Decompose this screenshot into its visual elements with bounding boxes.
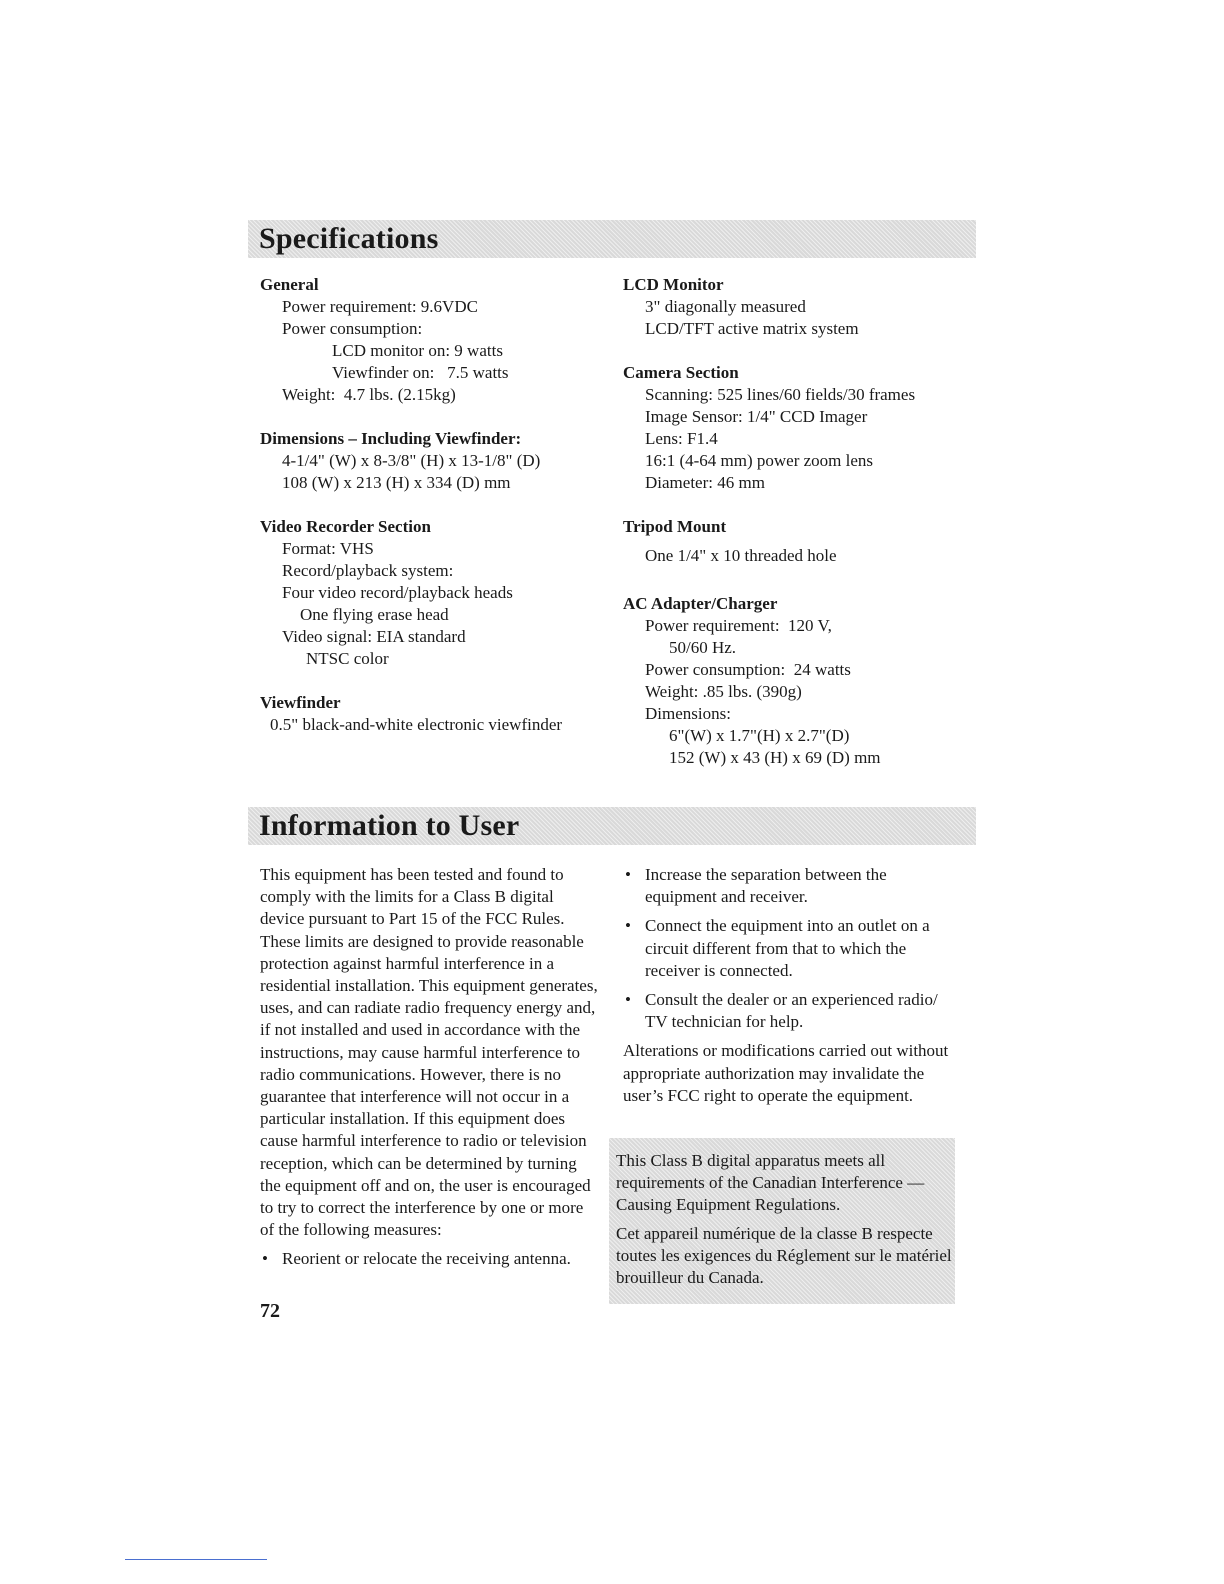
- lcd-system: LCD/TFT active matrix system: [645, 319, 859, 338]
- video-signal: Video signal: EIA standard: [282, 627, 466, 646]
- dimensions-imperial: 4-1/4" (W) x 8-3/8" (H) x 13-1/8" (D): [282, 451, 541, 470]
- ac-power-consumption: Power consumption: 24 watts: [645, 660, 851, 679]
- ac-dimensions-metric: 152 (W) x 43 (H) x 69 (D) mm: [669, 748, 881, 767]
- specifications-banner: [248, 220, 976, 258]
- info-bullet-separation: • Increase the separation between the equipment and receiver.: [623, 864, 925, 908]
- tripod-section: [623, 516, 973, 567]
- specifications-title: Specifications: [259, 222, 439, 255]
- general-power-consumption: Power consumption:: [282, 319, 423, 338]
- camera-sensor: Image Sensor: 1/4" CCD Imager: [645, 407, 868, 426]
- video-color: NTSC color: [306, 649, 389, 668]
- info-bullet-reorient: • Reorient or relocate the receiving antenna.: [260, 1248, 598, 1270]
- ac-adapter-section: [623, 593, 973, 769]
- ac-weight: Weight: .85 lbs. (390g): [645, 682, 802, 701]
- general-weight: Weight: 4.7 lbs. (2.15kg): [282, 385, 456, 404]
- specs-right-column: [623, 274, 973, 791]
- video-recorder-section: [260, 516, 600, 670]
- general-section: [260, 274, 600, 406]
- camera-section: [623, 362, 973, 494]
- dimensions-heading: Dimensions – Including Viewfinder:: [260, 429, 522, 448]
- info-left-column: [260, 864, 598, 1278]
- lcd-size: 3" diagonally measured: [645, 297, 806, 316]
- tripod-desc: One 1/4" x 10 threaded hole: [645, 546, 837, 565]
- info-paragraph: This equipment has been tested and found to comply with the limits for a Class B digital device pursuant to Part 15 of the FCC Rules. These limits are designed to provide reasonable protection against harmful interference in a residential installation. This equipment generates, uses, and can radiate radio frequency energy and, if not installed and used in accordance with the instructions, may cause harmful interference to radio communications. However, there is no guarantee that interference will not occur in a particular installation. If this equipment does cause harmful interference to radio or television reception, which can be determined by turning the equipment off and on, the user is encouraged to try to correct the interference by one or more of the following measures:: [260, 865, 598, 1240]
- ac-hz: 50/60 Hz.: [669, 638, 737, 657]
- video-format: Format: VHS: [282, 539, 374, 558]
- ac-adapter-heading: AC Adapter/Charger: [623, 594, 778, 613]
- info-right-column: [623, 864, 961, 1107]
- video-erase-head: One flying erase head: [300, 605, 449, 624]
- information-banner: [248, 807, 976, 845]
- canada-compliance-english: This Class B digital apparatus meets all requirements of the Canadian Interference — Causing Equipment Regulations.: [616, 1151, 925, 1214]
- video-heads: Four video record/playback heads: [282, 583, 513, 602]
- ac-dimensions-imperial: 6"(W) x 1.7"(H) x 2.7"(D): [669, 726, 850, 745]
- camera-heading: Camera Section: [623, 363, 739, 382]
- canada-compliance-french: Cet appareil numérique de la classe B respecte toutes les exigences du Réglement sur le matériel brouilleur du Canada.: [616, 1224, 952, 1287]
- tripod-heading: Tripod Mount: [623, 517, 727, 536]
- general-viewfinder-on: Viewfinder on: 7.5 watts: [332, 363, 509, 382]
- camera-zoom: 16:1 (4-64 mm) power zoom lens: [645, 451, 874, 470]
- canada-compliance-box: [609, 1138, 955, 1304]
- lcd-monitor-section: [623, 274, 973, 340]
- specs-left-column: [260, 274, 600, 758]
- info-bullet-outlet: • Connect the equipment into an outlet on a circuit different from that to which the receiver is connected.: [623, 915, 955, 982]
- dimensions-metric: 108 (W) x 213 (H) x 334 (D) mm: [282, 473, 511, 492]
- general-power-requirement: Power requirement: 9.6VDC: [282, 297, 478, 316]
- viewfinder-heading: Viewfinder: [260, 693, 341, 712]
- general-lcd-on: LCD monitor on: 9 watts: [332, 341, 503, 360]
- footer-rule: [125, 1559, 267, 1560]
- info-bullet-consult: • Consult the dealer or an experienced radio/ TV technician for help.: [623, 989, 963, 1033]
- page-number: 72: [260, 1300, 280, 1322]
- ac-power-requirement: Power requirement: 120 V,: [645, 616, 832, 635]
- general-heading: General: [260, 275, 319, 294]
- viewfinder-section: [260, 692, 600, 736]
- info-alterations: Alterations or modifications carried out without appropriate authorization may invalidate the user’s FCC right to operate the equipment.: [623, 1041, 949, 1105]
- information-title: Information to User: [259, 809, 520, 842]
- camera-diameter: Diameter: 46 mm: [645, 473, 765, 492]
- viewfinder-desc: 0.5" black-and-white electronic viewfinder: [270, 715, 563, 734]
- camera-lens: Lens: F1.4: [645, 429, 718, 448]
- video-record-system: Record/playback system:: [282, 561, 454, 580]
- ac-dimensions-label: Dimensions:: [645, 704, 731, 723]
- video-recorder-heading: Video Recorder Section: [260, 517, 431, 536]
- camera-scanning: Scanning: 525 lines/60 fields/30 frames: [645, 385, 916, 404]
- lcd-monitor-heading: LCD Monitor: [623, 275, 724, 294]
- dimensions-section: [260, 428, 600, 494]
